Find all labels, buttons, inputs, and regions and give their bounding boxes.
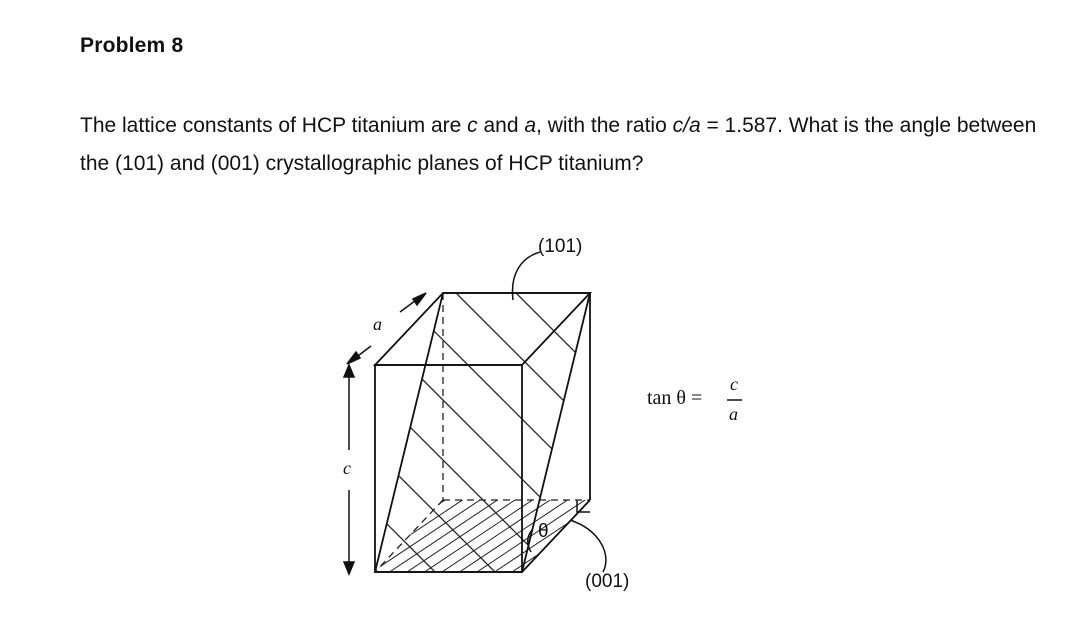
plane-001-leader [570, 520, 606, 572]
question-text-4: = 1.587. What is the angle between the (101) and (001) crystallographic planes of HCP titanium? [80, 114, 1037, 175]
formula-denominator: a [729, 404, 738, 424]
formula-lhs: tan θ = [647, 387, 703, 409]
angle-theta-label: θ [538, 521, 549, 542]
plane-101-hatch [83, 280, 863, 635]
plane-001-label: (001) [585, 571, 630, 592]
ratio-c-over-a: c/a [672, 114, 701, 137]
question-text-2: and [477, 114, 525, 137]
question-text-3: , with the ratio [536, 114, 673, 137]
problem-title: Problem 8 [80, 34, 184, 57]
edge-c-label: c [343, 458, 351, 478]
edge-a-label: a [373, 314, 382, 334]
formula-numerator: c [730, 374, 738, 394]
var-c: c [467, 114, 478, 137]
plane-001-hatch [290, 440, 620, 635]
plane-101-label: (101) [538, 236, 583, 257]
var-a: a [524, 114, 537, 137]
question-text-1: The lattice constants of HCP titanium are [80, 114, 468, 137]
